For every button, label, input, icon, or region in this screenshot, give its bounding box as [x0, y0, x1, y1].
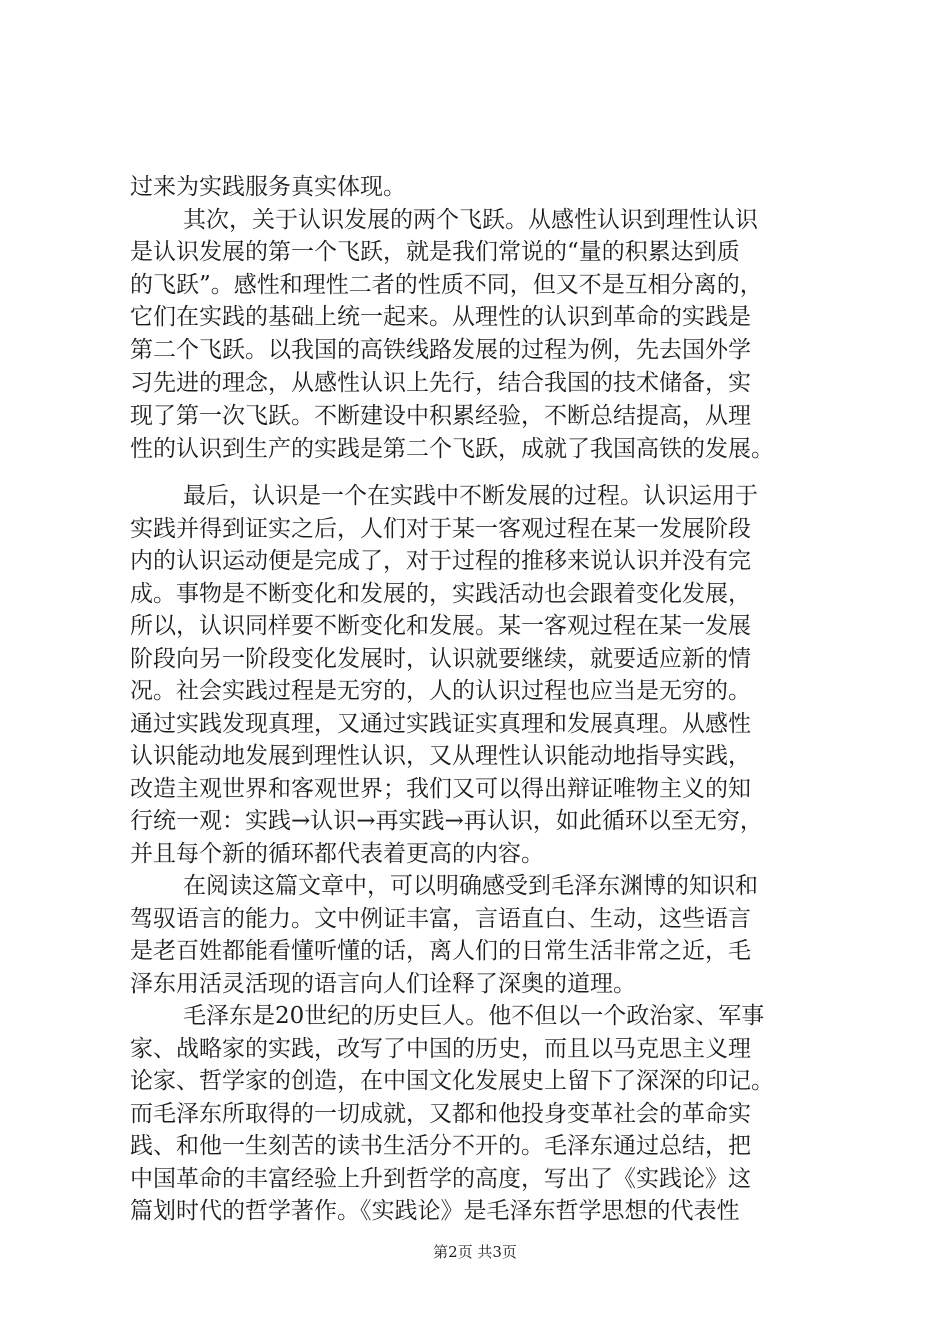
paragraph-line: 而毛泽东所取得的一切成就，又都和他投身变革社会的革命实 — [130, 1101, 751, 1127]
paragraph-line: 习先进的理念，从感性认识上先行，结合我国的技术储备，实 — [130, 370, 751, 396]
paragraph-line: 成。事物是不断变化和发展的，实践活动也会跟着变化发展， — [130, 581, 751, 607]
paragraph-line: 它们在实践的基础上统一起来。从理性的认识到革命的实践是 — [130, 304, 751, 330]
paragraph-line: 其次，关于认识发展的两个飞跃。从感性认识到理性认识 — [183, 207, 758, 233]
paragraph-line: 况。社会实践过程是无穷的，人的认识过程也应当是无穷的。 — [130, 678, 751, 704]
paragraph-line: 在阅读这篇文章中，可以明确感受到毛泽东渊博的知识和 — [183, 873, 758, 899]
paragraph-line: 论家、哲学家的创造，在中国文化发展史上留下了深深的印记。 — [130, 1068, 774, 1094]
paragraph-line: 阶段向另一阶段变化发展时，认识就要继续，就要适应新的情 — [130, 646, 751, 672]
paragraph-line: 篇划时代的哲学著作。《实践论》是毛泽东哲学思想的代表性 — [130, 1198, 740, 1224]
paragraph-line: 践、和他一生刻苦的读书生活分不开的。毛泽东通过总结，把 — [130, 1133, 751, 1159]
paragraph-line: 所以，认识同样要不断变化和发展。某一客观过程在某一发展 — [130, 613, 751, 639]
paragraph-line: 第二个飞跃。以我国的高铁线路发展的过程为例，先去国外学 — [130, 337, 751, 363]
paragraph-line: 过来为实践服务真实体现。 — [130, 174, 406, 200]
paragraph-line: 内的认识运动便是完成了，对于过程的推移来说认识并没有完 — [130, 548, 751, 574]
paragraph-line: 中国革命的丰富经验上升到哲学的高度，写出了《实践论》这 — [130, 1166, 751, 1192]
paragraph-line: 是认识发展的第一个飞跃，就是我们常说的“量的积累达到质 — [130, 239, 740, 265]
paragraph-line: 现了第一次飞跃。不断建设中积累经验，不断总结提高，从理 — [130, 403, 751, 429]
paragraph-line: 毛泽东是20世纪的历史巨人。他不但以一个政治家、军事 — [183, 1003, 765, 1029]
paragraph-line: 驾驭语言的能力。文中例证丰富，言语直白、生动，这些语言 — [130, 906, 751, 932]
paragraph-line: 最后，认识是一个在实践中不断发展的过程。认识运用于 — [183, 483, 758, 509]
paragraph-line: 行统一观：实践→认识→再实践→再认识，如此循环以至无穷， — [130, 808, 763, 834]
paragraph-line: 并且每个新的循环都代表着更高的内容。 — [130, 841, 544, 867]
paragraph-line: 性的认识到生产的实践是第二个飞跃，成就了我国高铁的发展。 — [130, 436, 774, 462]
paragraph-line: 的飞跃”。感性和理性二者的性质不同，但又不是互相分离的， — [130, 272, 763, 298]
paragraph-line: 改造主观世界和客观世界；我们又可以得出辩证唯物主义的知 — [130, 776, 751, 802]
paragraph-line: 实践并得到证实之后，人们对于某一客观过程在某一发展阶段 — [130, 516, 751, 542]
paragraph-line: 是老百姓都能看懂听懂的话，离人们的日常生活非常之近，毛 — [130, 938, 751, 964]
page-number-footer: 第2页 共3页 — [433, 1243, 517, 1261]
paragraph-line: 通过实践发现真理，又通过实践证实真理和发展真理。从感性 — [130, 711, 751, 737]
paragraph-line: 泽东用活灵活现的语言向人们诠释了深奥的道理。 — [130, 971, 636, 997]
paragraph-line: 认识能动地发展到理性认识，又从理性认识能动地指导实践， — [130, 743, 751, 769]
paragraph-line: 家、战略家的实践，改写了中国的历史，而且以马克思主义理 — [130, 1036, 751, 1062]
